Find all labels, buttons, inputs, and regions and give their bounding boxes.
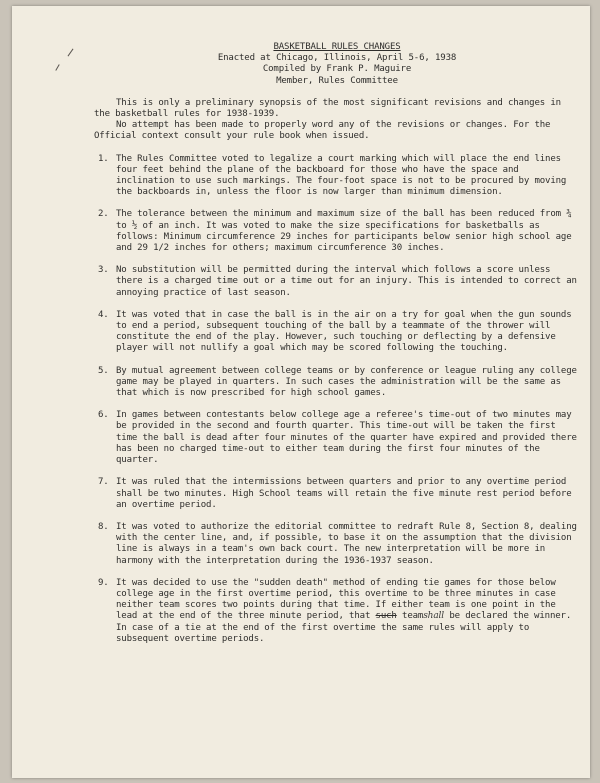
item-text: It was voted to authorize the editorial committee to redraft Rule 8, Section 8, dealing with the center line, and, if possible, to base it on the assumption that the division line is always in a team's own back court. The new interpretation will be more in harmony with the interpretation during the 1936-1937 season. [116,521,577,566]
item-text: It was ruled that the intermissions between quarters and prior to any overtime period shall be two minutes. High School teams will retain the five minute rest period before an overtime period. [116,477,572,510]
rule-item [94,410,580,466]
item-number: 6. [98,410,109,421]
item-number: 3. [98,265,109,276]
document-page [12,6,590,778]
item-number: 7. [98,477,109,488]
item-text-part: team [402,611,424,622]
item-text: No substitution will be permitted during the interval which follows a score unless there is a charged time out or a time out for an injury. This is intended to correct an annoying practice of last season. [116,265,577,298]
item-number: 5. [98,365,109,376]
typed-text [94,42,580,645]
rule-item [94,522,580,567]
rule-item [94,578,580,645]
pencil-mark [55,64,59,71]
item-number: 8. [98,521,109,532]
rule-item [94,209,580,254]
pencil-mark [68,49,74,57]
member-line: Member, Rules Committee [276,75,398,86]
item-number: 2. [98,209,109,220]
item-text-part: It was decided to use the "sudden death" method of ending tie games for those below college age in the first overtime period, this overtime to be three minutes in case neither team scores two points during that time. If either team is one point in the lead at the end of the three minute period, that [116,577,556,622]
struck-word: such [375,611,397,622]
enacted-line: Enacted at Chicago, Illinois, April 5-6, 1938 [217,53,457,64]
handwritten-insertion: shall [423,611,445,622]
rule-item [94,154,580,199]
item-text-part: be declared the winner. In case of a tie at the end of the first overtime the same rules will apply to subsequent overtime periods. [116,611,572,644]
item-number: 1. [98,153,109,164]
document-title: BASKETBALL RULES CHANGES [273,42,401,52]
rule-item [94,477,580,511]
rule-item [94,366,580,400]
item-number: 9. [98,577,109,588]
item-text: By mutual agreement between college teams or by conference or league ruling any college game may be played in quarters. In such cases the administration will be the same as that which is now prescribed for high school games. [116,365,577,399]
intro-paragraph: This is only a preliminary synopsis of the most significant revisions and changes in the basketball rules for 1938-1939. [94,97,561,120]
item-text [116,578,580,645]
rule-item [94,310,580,355]
item-text: It was voted that in case the ball is in the air on a try for goal when the gun sounds to end a period, subsequent touching of the ball by a teammate of the thrower will constitute the end of the play. However, such touching or deflecting by a defensive player will not nullify a goal which may be scored following the touching. [116,309,572,354]
document-header [94,42,580,87]
item-number: 4. [98,309,109,320]
intro-paragraph: No attempt has been made to properly word any of the revisions or changes. For the Official context consult your rule book when issued. [94,120,551,142]
item-text: The Rules Committee voted to legalize a court marking which will place the end lines four feet behind the plane of the backboard for those who have the space and inclination to use such markings. The four-foot space is not to be procured by moving the backboards in, unless the floor is now larger than minimum dimension. [116,153,567,198]
item-text: The tolerance between the minimum and maximum size of the ball has been reduced from ¾ to ½ of an inch. It was voted to make the size specifications for basketballs as follows: Minimum circumference 29 inches for participants below senior high school age and 29 1/2 inches for others; maximum circumference 30 inches. [116,209,572,254]
compiled-line: Compiled by Frank P. Maguire [262,64,412,75]
item-text: In games between contestants below college age a referee's time-out of two minutes may be provided in the second and fourth quarter. This time-out will be taken the first time the ball is dead after four minutes of the quarter have expired and provided there has been no charged time-out to either team during the first four minutes of the quarter. [116,410,577,466]
rule-item [94,265,580,299]
